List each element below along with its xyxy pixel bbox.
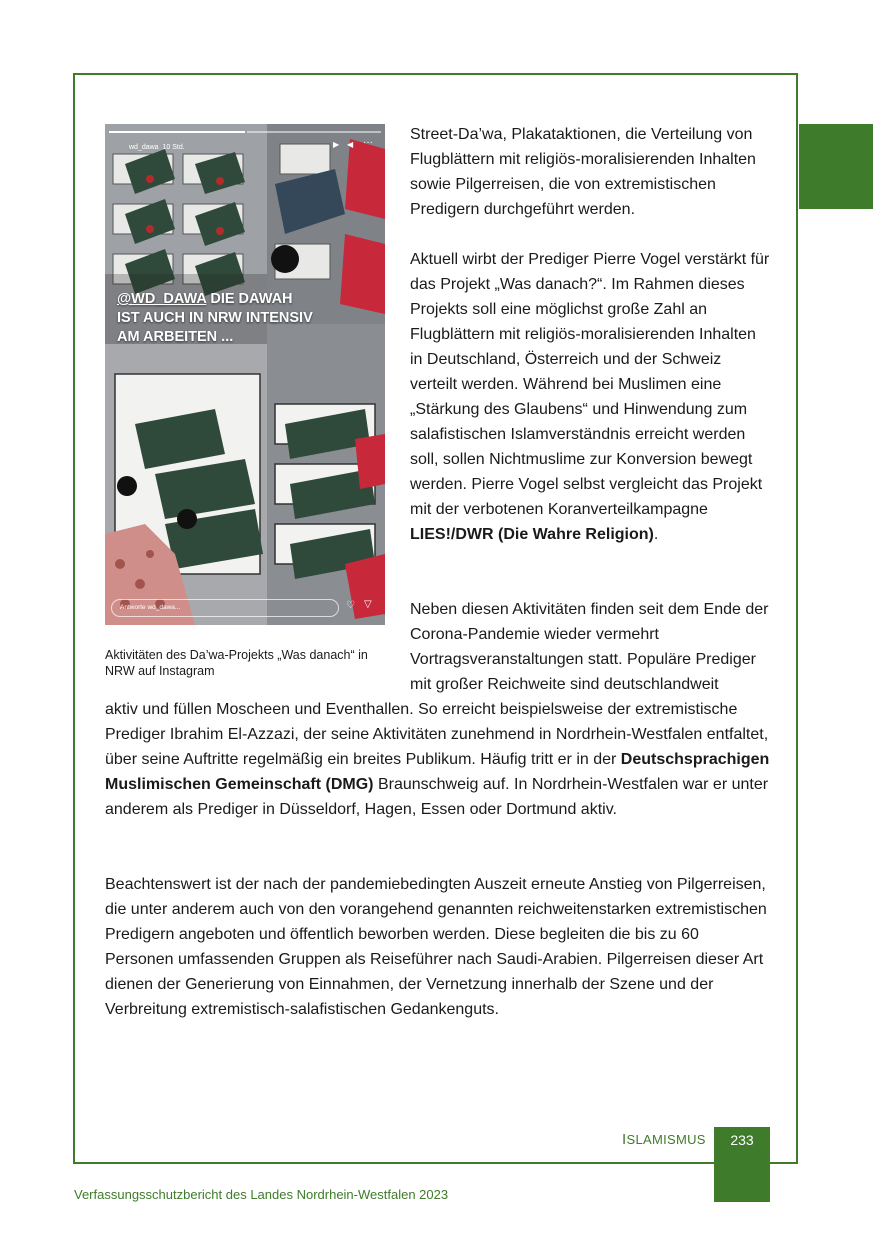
report-title-footer: Verfassungsschutzbericht des Landes Nordrhein-Westfalen 2023 <box>74 1187 449 1202</box>
figure-caption: Aktivitäten des Da’wa-Projekts „Was danach“ in NRW auf Instagram <box>105 648 368 678</box>
body-paragraph-3-top: Neben diesen Aktivitäten finden seit dem Ende der Corona-Pandemie wieder vermehrt Vortragsveranstaltungen statt. Populäre Prediger mit großer Reichweite sind deutschlandweit <box>410 601 769 693</box>
play-icon[interactable]: ▶ <box>333 140 340 149</box>
body-paragraph-2: Aktuell wirbt der Prediger Pierre Vogel verstärkt für das Projekt „Was danach?“. Im Rahmen dieses Projekts soll eine möglichst große Zahl an Flugblättern mit religiös-moralisierenden Inhalten in Deutschland, Österreich und der Schweiz verteilt werden. Während bei Muslimen eine „Stärkung des Glaubens“ und Hinwendung zum salafistischen Islamverständnis erreicht werden soll, sollen Nichtmuslime zur Konversion bewegt werden. Pierre Vogel selbst vergleicht das Projekt mit der verbotenen Koranverteilkampagne LIES!/DWR (Die Wahre Religion). <box>410 251 770 543</box>
reply-input[interactable]: Antworte wd_dawa... <box>111 599 339 617</box>
story-photo-illustration <box>105 124 385 625</box>
chapter-tab-marker <box>799 124 873 209</box>
page-number: 233 <box>730 1132 754 1148</box>
body-paragraph-4: Beachtenswert ist der nach der pandemiebedingten Auszeit erneute Anstieg von Pilgerreisen, die unter anderem auch von den vorangehend genannten reichweitenstarken extremistischen Predigern angeboten und öffentlich beworben werden. Diese begleiten die bis zu 60 Personen umfassenden Gruppen als Reiseführer nach Saudi-Arabien. Pilgerreisen dieser Art dienen der Generierung von Einnahmen, der Vernetzung innerhalb der Szene und der Verbreitung extremistisch-salafistischen Gedankenguts. <box>105 876 767 1018</box>
instagram-story-image <box>105 124 385 625</box>
page-number-box <box>714 1127 770 1202</box>
section-label: ISLAMISMUS <box>622 1131 706 1148</box>
send-icon[interactable]: ▽ <box>364 599 372 610</box>
instagram-overlay-text: @WD_DAWA DIE DAWAH IST AUCH IN NRW INTENSIV AM ARBEITEN ... <box>117 291 313 345</box>
body-paragraph-3-continued: aktiv und füllen Moscheen und Eventhallen. So erreicht beispielsweise der extremistische Prediger Ibrahim El-Azzazi, der seine Aktivitäten zunehmend in Nordrhein-Westfalen entfaltet, über seine Auftritte regelmäßig ein breites Publikum. Häufig tritt er in der Deutschsprachigen Muslimischen Gemeinschaft (DMG) Braunschweig auf. In Nordrhein-Westfalen war er unter anderem als Prediger in Düsseldorf, Hagen, Essen oder Dortmund aktiv. <box>105 701 770 818</box>
body-paragraph-1: Street-Da’wa, Plakataktionen, die Verteilung von Flugblättern mit religiös-moralisierenden Inhalten sowie Pilgerreisen, die von extremistischen Predigern durchgeführt werden. <box>410 126 756 218</box>
more-icon[interactable]: ··· <box>363 137 373 148</box>
heart-icon[interactable]: ♡ <box>346 600 355 611</box>
instagram-username: wd_dawa 10 Std. <box>129 144 185 151</box>
volume-icon[interactable]: ◀ <box>347 140 354 149</box>
